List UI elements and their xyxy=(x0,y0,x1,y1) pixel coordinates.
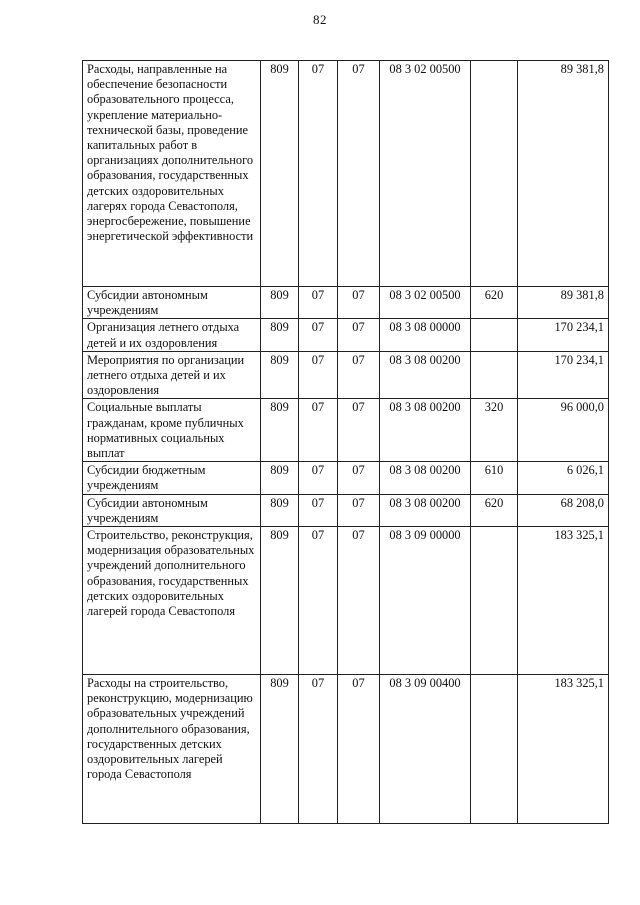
table-row xyxy=(83,351,609,399)
row-name: Строительство, реконструкция, модернизация образовательных учреждений дополнительного образования, государственных детских оздоровительных лагерей города Севастополя xyxy=(83,527,261,675)
row-name: Субсидии автономным учреждениям xyxy=(83,287,261,319)
row-name: Расходы, направленные на обеспечение безопасности образовательного процесса, укрепление материально-технической базы, проведение капитальных работ в организациях дополнительного образования, государственных детских оздоровительных лагерях города Севастополя, энергосбережение, повышение энергетической эффективности xyxy=(83,61,261,287)
row-dept: 809 xyxy=(261,351,299,399)
row-section: 07 xyxy=(299,494,338,526)
row-name: Организация летнего отдыха детей и их оздоровления xyxy=(83,319,261,351)
row-expense-type xyxy=(471,319,518,351)
row-section: 07 xyxy=(299,287,338,319)
row-section: 07 xyxy=(299,61,338,287)
row-subsection: 07 xyxy=(338,61,380,287)
table-row xyxy=(83,462,609,494)
row-expense-type: 320 xyxy=(471,399,518,462)
row-subsection: 07 xyxy=(338,351,380,399)
row-target: 08 3 02 00500 xyxy=(380,61,471,287)
row-amount: 89 381,8 xyxy=(518,287,609,319)
row-amount: 183 325,1 xyxy=(518,675,609,824)
row-section: 07 xyxy=(299,399,338,462)
row-amount: 89 381,8 xyxy=(518,61,609,287)
page-number: 82 xyxy=(313,12,327,27)
row-target: 08 3 09 00000 xyxy=(380,527,471,675)
table-row xyxy=(83,319,609,351)
table-row xyxy=(83,61,609,287)
row-section: 07 xyxy=(299,462,338,494)
row-amount: 6 026,1 xyxy=(518,462,609,494)
table-row xyxy=(83,675,609,824)
row-target: 08 3 08 00200 xyxy=(380,494,471,526)
row-section: 07 xyxy=(299,527,338,675)
row-target: 08 3 08 00200 xyxy=(380,399,471,462)
row-expense-type: 620 xyxy=(471,287,518,319)
budget-table xyxy=(82,60,609,824)
row-name: Субсидии автономным учреждениям xyxy=(83,494,261,526)
row-dept: 809 xyxy=(261,462,299,494)
row-amount: 96 000,0 xyxy=(518,399,609,462)
row-expense-type xyxy=(471,351,518,399)
row-dept: 809 xyxy=(261,319,299,351)
row-expense-type xyxy=(471,61,518,287)
table-row xyxy=(83,399,609,462)
row-dept: 809 xyxy=(261,287,299,319)
table-row xyxy=(83,287,609,319)
row-target: 08 3 08 00200 xyxy=(380,462,471,494)
row-subsection: 07 xyxy=(338,399,380,462)
row-dept: 809 xyxy=(261,527,299,675)
row-name: Субсидии бюджетным учреждениям xyxy=(83,462,261,494)
table-row xyxy=(83,494,609,526)
row-dept: 809 xyxy=(261,675,299,824)
row-subsection: 07 xyxy=(338,287,380,319)
row-amount: 68 208,0 xyxy=(518,494,609,526)
row-expense-type xyxy=(471,527,518,675)
row-section: 07 xyxy=(299,351,338,399)
row-section: 07 xyxy=(299,319,338,351)
row-subsection: 07 xyxy=(338,462,380,494)
row-dept: 809 xyxy=(261,494,299,526)
row-target: 08 3 02 00500 xyxy=(380,287,471,319)
row-dept: 809 xyxy=(261,61,299,287)
row-expense-type: 620 xyxy=(471,494,518,526)
row-section: 07 xyxy=(299,675,338,824)
row-amount: 183 325,1 xyxy=(518,527,609,675)
row-dept: 809 xyxy=(261,399,299,462)
row-target: 08 3 08 00200 xyxy=(380,351,471,399)
row-name: Расходы на строительство, реконструкцию, модернизацию образовательных учреждений дополнительного образования, государственных детских оздоровительных лагерей города Севастополя xyxy=(83,675,261,824)
row-subsection: 07 xyxy=(338,675,380,824)
row-subsection: 07 xyxy=(338,527,380,675)
row-name: Мероприятия по организации летнего отдыха детей и их оздоровления xyxy=(83,351,261,399)
row-subsection: 07 xyxy=(338,494,380,526)
row-target: 08 3 09 00400 xyxy=(380,675,471,824)
row-target: 08 3 08 00000 xyxy=(380,319,471,351)
row-amount: 170 234,1 xyxy=(518,319,609,351)
row-amount: 170 234,1 xyxy=(518,351,609,399)
row-expense-type: 610 xyxy=(471,462,518,494)
row-name: Социальные выплаты гражданам, кроме публичных нормативных социальных выплат xyxy=(83,399,261,462)
table-row xyxy=(83,527,609,675)
row-expense-type xyxy=(471,675,518,824)
row-subsection: 07 xyxy=(338,319,380,351)
